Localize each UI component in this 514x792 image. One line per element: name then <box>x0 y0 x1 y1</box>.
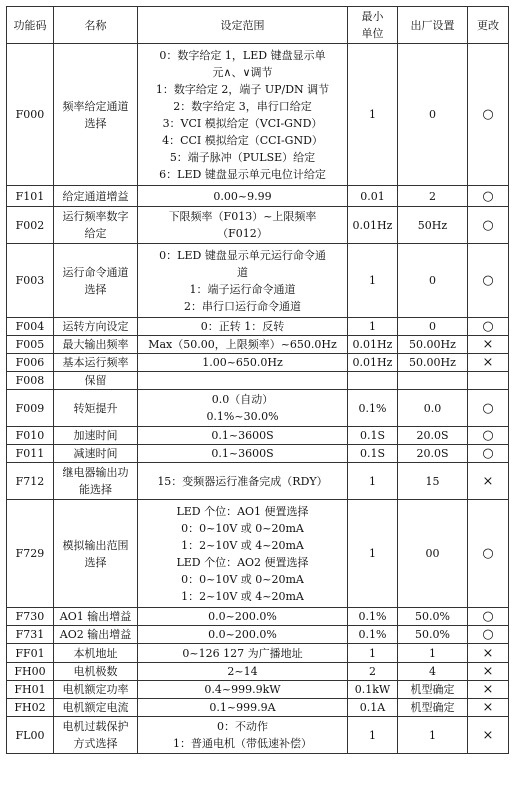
param-code: F006 <box>7 354 54 372</box>
param-name <box>54 354 138 372</box>
param-range-line: 0.1~3600S <box>211 447 274 460</box>
param-default: 20.0S <box>398 427 468 445</box>
param-range-line: 15：变频器运行准备完成（RDY） <box>157 474 328 488</box>
param-range-line: LED 个位：AO1 便置选择 <box>176 504 309 518</box>
param-name <box>54 44 138 186</box>
param-range-line: 1：数字给定 2，端子 UP/DN 调节 <box>155 82 330 96</box>
param-range <box>138 626 348 644</box>
param-range-line: 4：CCI 模拟给定（CCI-GND） <box>162 133 323 147</box>
param-min-unit <box>348 372 398 390</box>
param-code: F712 <box>7 463 54 500</box>
param-change-symbol: × <box>468 336 509 354</box>
table-row <box>7 681 509 699</box>
param-range-line: 0~126 127 为广播地址 <box>182 646 303 660</box>
param-range-line: 1：端子运行命令通道 <box>189 282 296 296</box>
param-name <box>54 681 138 699</box>
param-min-unit: 1 <box>348 644 398 663</box>
param-range <box>138 207 348 244</box>
param-name <box>54 244 138 318</box>
param-range-line: 下限频率（F013）~上限频率 <box>168 210 317 223</box>
param-min-unit: 1 <box>348 44 398 186</box>
param-name-line: 频率给定通道 <box>62 99 129 113</box>
param-change-symbol <box>468 372 509 390</box>
header-change: 更改 <box>468 7 509 44</box>
param-name-line: 运行频率数字 <box>62 210 129 223</box>
param-range-line: 1：普通电机（带低速补偿） <box>173 737 312 750</box>
param-name <box>54 500 138 608</box>
param-change-symbol: × <box>468 463 509 500</box>
param-change-symbol: × <box>468 644 509 663</box>
param-min-unit: 0.1% <box>348 390 398 427</box>
param-code: FH00 <box>7 663 54 681</box>
param-range-line: 0：数字给定 1，LED 键盘显示单 <box>159 48 326 62</box>
param-name-line: 方式选择 <box>73 737 118 750</box>
param-code: FL00 <box>7 717 54 754</box>
param-range <box>138 663 348 681</box>
param-range <box>138 244 348 318</box>
param-code: F009 <box>7 390 54 427</box>
table-row <box>7 608 509 626</box>
param-name-line: 本机地址 <box>73 646 118 660</box>
param-range-line: 0：LED 键盘显示单元运行命令通 <box>159 248 326 262</box>
param-code: F005 <box>7 336 54 354</box>
param-range-line: 0.0~200.0% <box>208 610 277 623</box>
param-change-symbol: × <box>468 663 509 681</box>
param-range <box>138 44 348 186</box>
param-min-unit: 1 <box>348 244 398 318</box>
param-name <box>54 663 138 681</box>
param-code: FH02 <box>7 699 54 717</box>
param-range-line: 0.0~200.0% <box>208 628 277 641</box>
param-code: FH01 <box>7 681 54 699</box>
param-name-line: AO2 输出增益 <box>59 628 132 641</box>
param-name-line: 加速时间 <box>73 429 118 442</box>
param-min-unit: 0.1S <box>348 427 398 445</box>
param-min-unit: 0.1S <box>348 445 398 463</box>
param-name <box>54 699 138 717</box>
param-code: F002 <box>7 207 54 244</box>
table-row <box>7 717 509 754</box>
table-row <box>7 372 509 390</box>
param-change-symbol: × <box>468 681 509 699</box>
param-code: F729 <box>7 500 54 608</box>
param-default: 00 <box>398 500 468 608</box>
param-min-unit: 1 <box>348 463 398 500</box>
param-range <box>138 699 348 717</box>
param-name <box>54 186 138 207</box>
param-range-line: 2：数字给定 3，串行口给定 <box>173 99 312 113</box>
param-range <box>138 318 348 336</box>
param-name-line: 转矩提升 <box>73 401 118 415</box>
param-code: F011 <box>7 445 54 463</box>
param-name-line: 继电器输出功 <box>62 466 129 479</box>
param-change-symbol: ○ <box>468 207 509 244</box>
param-name <box>54 608 138 626</box>
param-range-line: LED 个位：AO2 便置选择 <box>176 555 309 569</box>
header-min-unit <box>348 7 398 44</box>
param-range-line: 1：2~10V 或 4~20mA <box>181 589 304 603</box>
param-range <box>138 717 348 754</box>
param-name-line: 电机过载保护 <box>62 720 129 733</box>
param-range-line: 0.1~999.9A <box>209 701 276 714</box>
param-code: F730 <box>7 608 54 626</box>
param-name-line: 模拟输出范围 <box>62 538 129 552</box>
header-name: 名称 <box>54 7 138 44</box>
param-default: 50.00Hz <box>398 354 468 372</box>
param-default: 1 <box>398 717 468 754</box>
param-range <box>138 336 348 354</box>
param-name-line: 电机额定功率 <box>62 683 129 696</box>
param-name <box>54 372 138 390</box>
param-name-line: 选择 <box>84 555 107 569</box>
param-range-line: 1.00~650.0Hz <box>202 356 283 369</box>
param-change-symbol: ○ <box>468 44 509 186</box>
param-default: 4 <box>398 663 468 681</box>
table-row <box>7 44 509 186</box>
param-name-line: 能选择 <box>79 483 112 496</box>
param-range <box>138 463 348 500</box>
param-code: F003 <box>7 244 54 318</box>
param-range <box>138 372 348 390</box>
param-range <box>138 445 348 463</box>
param-range-line: 1：2~10V 或 4~20mA <box>181 538 304 552</box>
param-range-line: 3：VCI 模拟给定（VCI-GND） <box>162 116 323 130</box>
table-row <box>7 445 509 463</box>
param-default: 50.0% <box>398 608 468 626</box>
param-name-line: 基本运行频率 <box>62 356 129 369</box>
param-min-unit: 0.1% <box>348 626 398 644</box>
param-default: 机型确定 <box>398 699 468 717</box>
param-name <box>54 336 138 354</box>
param-default: 0.0 <box>398 390 468 427</box>
param-range-line: 0.00~9.99 <box>213 189 272 203</box>
param-change-symbol: ○ <box>468 390 509 427</box>
param-name-line: AO1 输出增益 <box>59 610 132 623</box>
param-range-line: 元∧、∨调节 <box>212 65 273 79</box>
param-name-line: 最大输出频率 <box>62 338 129 351</box>
param-change-symbol: ○ <box>468 244 509 318</box>
param-code: F004 <box>7 318 54 336</box>
param-code: F101 <box>7 186 54 207</box>
param-range-line: Max（50.00，上限频率）~650.0Hz <box>148 338 337 351</box>
param-change-symbol: ○ <box>468 626 509 644</box>
param-default: 机型确定 <box>398 681 468 699</box>
table-row <box>7 207 509 244</box>
param-min-unit: 0.1A <box>348 699 398 717</box>
param-range-line: 2~14 <box>227 665 258 678</box>
param-name <box>54 318 138 336</box>
table-row <box>7 500 509 608</box>
table-row <box>7 644 509 663</box>
header-code: 功能码 <box>7 7 54 44</box>
param-range <box>138 500 348 608</box>
param-name <box>54 626 138 644</box>
parameter-table <box>6 6 509 754</box>
param-range <box>138 644 348 663</box>
table-row <box>7 244 509 318</box>
param-range-line: （F012） <box>217 227 268 240</box>
param-name-line: 给定 <box>84 227 107 240</box>
param-name <box>54 445 138 463</box>
header-range: 设定范围 <box>138 7 348 44</box>
param-default: 50.0% <box>398 626 468 644</box>
param-range <box>138 354 348 372</box>
param-name-line: 电机额定电流 <box>62 701 129 714</box>
param-range-line: 道 <box>237 265 248 279</box>
param-range <box>138 681 348 699</box>
param-change-symbol: ○ <box>468 445 509 463</box>
param-code: FF01 <box>7 644 54 663</box>
param-range-line: 0.1%~30.0% <box>206 410 279 423</box>
param-min-unit: 1 <box>348 717 398 754</box>
header-row <box>7 7 509 44</box>
table-row <box>7 427 509 445</box>
table-row <box>7 699 509 717</box>
param-name <box>54 644 138 663</box>
param-min-unit: 1 <box>348 318 398 336</box>
param-change-symbol: × <box>468 699 509 717</box>
header-default: 出厂设置 <box>398 7 468 44</box>
param-name-line: 运转方向设定 <box>62 320 129 333</box>
param-name-line: 电机极数 <box>73 665 118 678</box>
param-change-symbol: ○ <box>468 186 509 207</box>
param-default: 1 <box>398 644 468 663</box>
param-range-line: 0：0~10V 或 0~20mA <box>181 521 304 535</box>
param-code: F000 <box>7 44 54 186</box>
param-default: 0 <box>398 244 468 318</box>
table-row <box>7 663 509 681</box>
param-default: 50Hz <box>398 207 468 244</box>
param-range <box>138 390 348 427</box>
param-name-line: 给定通道增益 <box>62 189 129 203</box>
param-name <box>54 463 138 500</box>
param-default: 15 <box>398 463 468 500</box>
param-name <box>54 717 138 754</box>
param-name-line: 运行命令通道 <box>62 265 129 279</box>
param-range-line: 2：串行口运行命令通道 <box>184 299 301 313</box>
table-row <box>7 186 509 207</box>
table-row <box>7 318 509 336</box>
param-range <box>138 427 348 445</box>
param-range <box>138 608 348 626</box>
table-row <box>7 354 509 372</box>
param-name <box>54 427 138 445</box>
param-name-line: 选择 <box>84 282 107 296</box>
param-min-unit: 0.01Hz <box>348 354 398 372</box>
param-min-unit: 0.01Hz <box>348 207 398 244</box>
param-name <box>54 207 138 244</box>
param-range-line: 5：端子脉冲（PULSE）给定 <box>169 150 316 164</box>
param-change-symbol: ○ <box>468 608 509 626</box>
param-default <box>398 372 468 390</box>
param-min-unit: 0.1kW <box>348 681 398 699</box>
param-min-unit: 1 <box>348 500 398 608</box>
param-default: 20.0S <box>398 445 468 463</box>
param-range-line: 6：LED 键盘显示单元电位计给定 <box>159 167 326 181</box>
param-default: 50.00Hz <box>398 336 468 354</box>
table-body <box>7 44 509 754</box>
param-change-symbol: × <box>468 717 509 754</box>
param-name-line: 减速时间 <box>73 447 118 460</box>
param-code: F010 <box>7 427 54 445</box>
param-default: 0 <box>398 44 468 186</box>
param-min-unit: 0.01 <box>348 186 398 207</box>
param-name-line: 选择 <box>84 116 107 130</box>
param-change-symbol: ○ <box>468 500 509 608</box>
param-default: 2 <box>398 186 468 207</box>
param-range-line: 0.4~999.9kW <box>204 683 281 696</box>
param-range-line: 0.0（自动） <box>211 393 274 406</box>
param-change-symbol: ○ <box>468 427 509 445</box>
param-range <box>138 186 348 207</box>
header-min-unit-line: 单位 <box>361 27 384 40</box>
param-range-line: 0：0~10V 或 0~20mA <box>181 572 304 586</box>
param-name-line: 保留 <box>84 374 107 387</box>
header-min-unit-line: 最小 <box>361 10 384 23</box>
param-range-line: 0：正转 1：反转 <box>200 320 285 333</box>
param-default: 0 <box>398 318 468 336</box>
param-change-symbol: ○ <box>468 318 509 336</box>
param-range-line: 0.1~3600S <box>211 429 274 442</box>
param-min-unit: 2 <box>348 663 398 681</box>
param-min-unit: 0.01Hz <box>348 336 398 354</box>
table-row <box>7 390 509 427</box>
table-row <box>7 336 509 354</box>
param-name <box>54 390 138 427</box>
param-range-line: 0：不动作 <box>217 720 268 733</box>
table-row <box>7 626 509 644</box>
param-code: F731 <box>7 626 54 644</box>
param-code: F008 <box>7 372 54 390</box>
table-row <box>7 463 509 500</box>
param-min-unit: 0.1% <box>348 608 398 626</box>
param-change-symbol: × <box>468 354 509 372</box>
